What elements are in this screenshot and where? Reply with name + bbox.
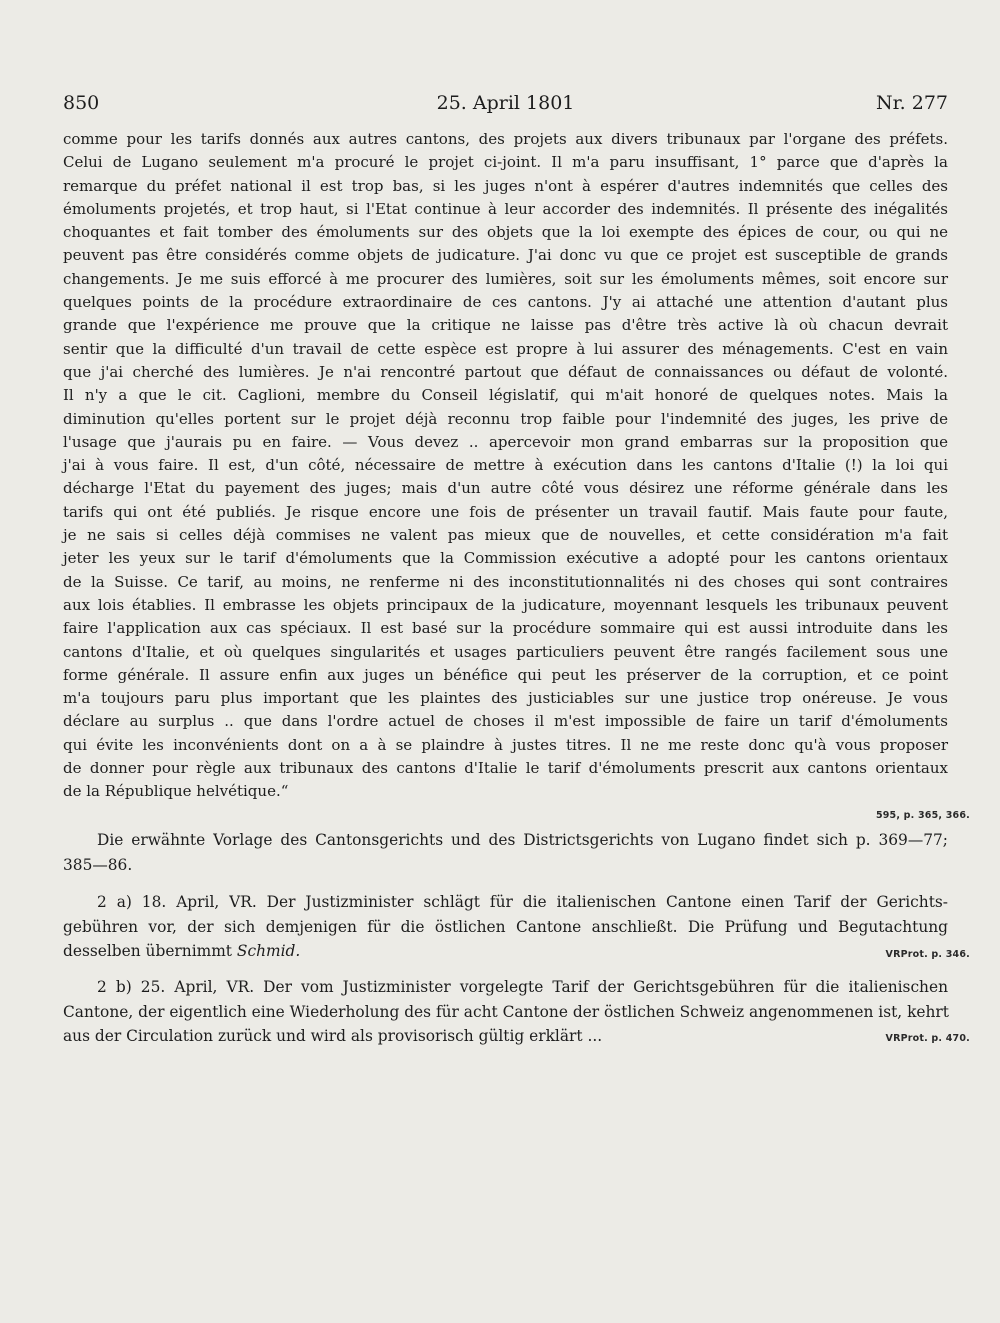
- text-line: émoluments projetés, et trop haut, si l'Etat continue à leur accorder des indemnités. Il présente des inégalités: [63, 199, 948, 218]
- text-line: Celui de Lugano seulement m'a procuré le projet ci-joint. Il m'a paru insuffisant, 1° parce que d'après la: [63, 153, 948, 172]
- text-line: tarifs qui ont été publiés. Je risque encore une fois de présenter un travail fautif. Mais faute pour faute,: [63, 502, 948, 521]
- paragraph-2b: [63, 975, 948, 1049]
- text-line: aus der Circulation zurück und wird als provisorisch gültig erklärt ...: [63, 1027, 603, 1045]
- text-fragment: desselben übernimmt: [63, 942, 232, 960]
- text-line: de la République helvétique.“: [63, 782, 289, 801]
- text-line: de donner pour règle aux tribunaux des cantons d'Italie le tarif d'émoluments prescrit aux cantons orientaux: [63, 759, 948, 778]
- text-line: remarque du préfet national il est trop bas, si les juges n'ont à espérer d'autres indemnités que celles des: [63, 176, 948, 195]
- text-line: grande que l'expérience me prouve que la critique ne laisse pas d'être très active là où chacun devrait: [63, 316, 948, 335]
- text-line: aux lois établies. Il embrasse les objets principaux de la judicature, moyennant lesquels les tribunaux peuvent: [63, 595, 948, 614]
- text-line: je ne sais si celles déjà commises ne valent pas mieux que de nouvelles, et cette considération m'a fait: [63, 526, 948, 545]
- quoted-letter: [63, 128, 948, 804]
- text-line: l'usage que j'aurais pu en faire. — Vous devez .. apercevoir mon grand embarras sur la proposition que: [63, 432, 948, 451]
- text-line: changements. Je me suis efforcé à me procurer des lumières, soit sur les émoluments mêmes, soit encore sur: [63, 269, 948, 288]
- text-line: de la Suisse. Ce tarif, au moins, ne renferme ni des inconstitutionnalités ni des choses qui sont contraires: [63, 572, 948, 591]
- text-line: sentir que la difficulté d'un travail de cette espèce est propre à lui assurer des ménagements. C'est en vain: [63, 339, 948, 358]
- text-line: qui évite les inconvénients dont on a à se plaindre à justes titres. Il ne me reste donc qu'à vous proposer: [63, 735, 948, 754]
- page-number: 850: [63, 92, 100, 114]
- text-line: Il n'y a que le cit. Caglioni, membre du Conseil législatif, qui m'ait honoré de quelques notes. Mais la: [63, 386, 948, 405]
- text-line: jeter les yeux sur le tarif d'émoluments que la Commission exécutive a adopté pour les cantons orientaux: [63, 549, 948, 568]
- text-line: choquantes et fait tomber des émoluments sur des objets que la loi exempte des épices de cour, ou qui ne: [63, 223, 948, 242]
- paragraph-2a: [63, 890, 948, 964]
- note-paragraph: [63, 828, 948, 877]
- text-line: quelques points de la procédure extraordinaire de ces cantons. J'y ai attaché une attention d'autant plus: [63, 293, 948, 312]
- text-line: 385—86.: [63, 855, 133, 874]
- page-header: [63, 92, 948, 120]
- text-line: cantons d'Italie, et où quelques singularités et usages particuliers peuvent être rangés facilement sous une: [63, 642, 948, 661]
- document-number: Nr. 277: [876, 92, 948, 114]
- text-line: peuvent pas être considérés comme objets de judicature. J'ai donc vu que ce projet est susceptible de grands: [63, 246, 948, 265]
- quote-reference: 595, p. 365, 366.: [875, 810, 970, 821]
- text-line: gebühren vor, der sich demjenigen für die östlichen Cantone anschließt. Die Prüfung und Begutachtung: [63, 917, 948, 936]
- text-line: j'ai à vous faire. Il est, d'un côté, nécessaire de mettre à exécution dans les cantons d'Italie (!) la loi qui: [63, 456, 948, 475]
- text-line: [63, 939, 948, 964]
- text-line: que j'ai cherché des lumières. Je n'ai rencontré partout que défaut de connaissances ou défaut de volonté.: [63, 362, 948, 381]
- header-date: 25. April 1801: [436, 92, 575, 114]
- text-line: diminution qu'elles portent sur le projet déjà reconnu trop faible pour l'indemnité des juges, les prive de: [63, 409, 948, 428]
- text-line: forme générale. Il assure enfin aux juges un bénéfice qui peut les préserver de la corruption, et ce point: [63, 665, 948, 684]
- text-line: m'a toujours paru plus important que les plaintes des justiciables sur une justice trop onéreuse. Je vous: [63, 689, 948, 708]
- text-line: 2 b) 25. April, VR. Der vom Justizminister vorgelegte Tarif der Gerichtsgebühren für die italienischen: [97, 978, 948, 996]
- text-line: 2 a) 18. April, VR. Der Justizminister schlägt für die italienischen Cantone einen Tarif der Gerichts-: [97, 893, 948, 911]
- text-line: comme pour les tarifs donnés aux autres cantons, des projets aux divers tribunaux par l'organe des préfets.: [63, 130, 948, 148]
- person-name: Schmid.: [236, 942, 301, 960]
- text-line: faire l'application aux cas spéciaux. Il est basé sur la procédure sommaire qui est aussi introduite dans les: [63, 619, 948, 638]
- text-line: déclare au surplus .. que dans l'ordre actuel de choses il m'est impossible de faire un tarif d'émoluments: [63, 712, 948, 731]
- paragraph-2a-reference: VRProt. p. 346.: [885, 949, 970, 960]
- text-line: Cantone, der eigentlich eine Wiederholung des für acht Cantone der östlichen Schweiz angenommenen ist, kehrt: [63, 1002, 949, 1021]
- text-line: Die erwähnte Vorlage des Cantonsgerichts und des Districtsgerichts von Lugano findet sich p. 369—77;: [97, 831, 948, 849]
- paragraph-2b-reference: VRProt. p. 470.: [885, 1033, 970, 1044]
- text-line: décharge l'Etat du payement des juges; mais d'un autre côté vous désirez une réforme générale dans les: [63, 479, 948, 498]
